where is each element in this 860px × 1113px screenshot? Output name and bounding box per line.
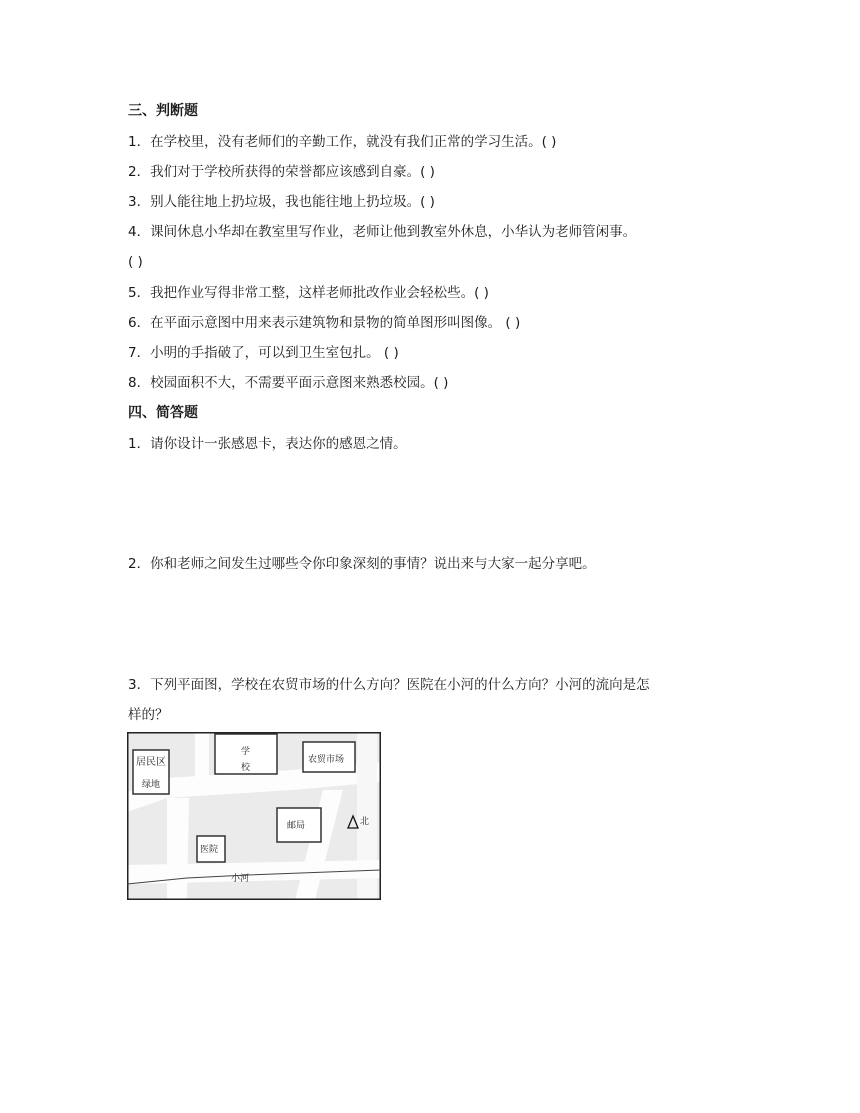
section-4-heading: 四、简答题 bbox=[128, 405, 198, 421]
short-answer-q3-line1: 3．下列平面图，学校在农贸市场的什么方向？医院在小河的什么方向？小河的流向是怎 bbox=[128, 677, 650, 693]
map-label-market: 农贸市场 bbox=[308, 755, 345, 765]
short-answer-q3-line2: 样的？ bbox=[128, 707, 169, 723]
short-answer-q2: 2．你和老师之间发生过哪些令你印象深刻的事情？说出来与大家一起分享吧。 bbox=[128, 556, 596, 572]
map-label-school-2: 校 bbox=[241, 763, 251, 773]
map-label-river: 小河 bbox=[231, 874, 250, 884]
judgment-item-6: 6．在平面示意图中用来表示建筑物和景物的简单图形叫图像。 ( ) bbox=[128, 315, 521, 331]
map-label-north: 北 bbox=[360, 817, 370, 827]
map-label-residential: 居民区 bbox=[136, 757, 166, 768]
map-label-post-office: 邮局 bbox=[287, 821, 306, 831]
map-label-hospital: 医院 bbox=[200, 845, 219, 855]
judgment-item-4: 4．课间休息小华却在教室里写作业，老师让他到教室外休息，小华认为老师管闲事。 bbox=[128, 224, 637, 240]
judgment-item-7: 7．小明的手指破了，可以到卫生室包扎。 ( ) bbox=[128, 345, 399, 361]
judgment-item-1: 1．在学校里，没有老师们的辛勤工作，就没有我们正常的学习生活。( ) bbox=[128, 134, 557, 150]
short-answer-q1: 1．请你设计一张感恩卡，表达你的感恩之情。 bbox=[128, 436, 407, 452]
judgment-item-5: 5．我把作业写得非常工整，这样老师批改作业会轻松些。( ) bbox=[128, 285, 489, 301]
judgment-item-2: 2．我们对于学校所获得的荣誉都应该感到自豪。( ) bbox=[128, 164, 435, 180]
plan-map bbox=[127, 732, 381, 900]
judgment-item-4-bracket: ( ) bbox=[128, 254, 143, 270]
map-label-school-1: 学 bbox=[241, 747, 251, 757]
judgment-item-3: 3．别人能往地上扔垃圾，我也能往地上扔垃圾。( ) bbox=[128, 194, 435, 210]
map-label-green: 绿地 bbox=[142, 780, 161, 790]
section-3-heading: 三、判断题 bbox=[128, 103, 198, 119]
judgment-item-8: 8．校园面积不大，不需要平面示意图来熟悉校园。( ) bbox=[128, 375, 449, 391]
